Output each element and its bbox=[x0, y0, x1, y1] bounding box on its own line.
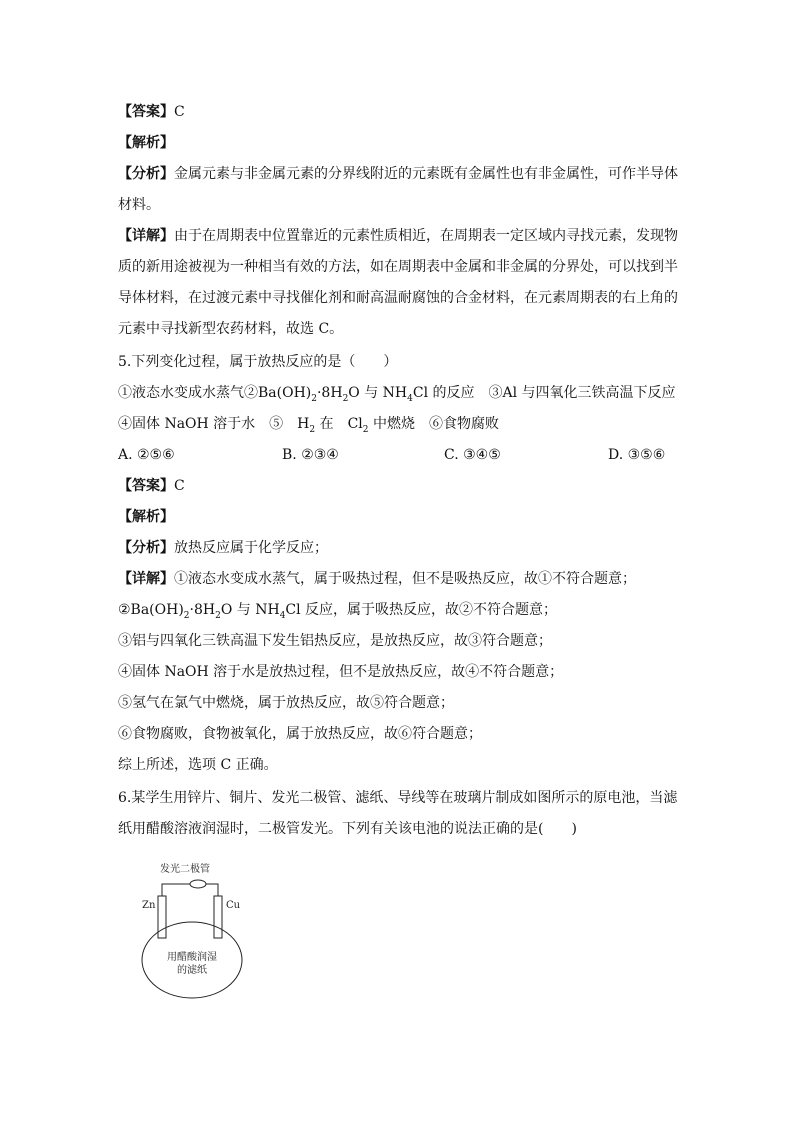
subscript: 2 bbox=[362, 424, 369, 435]
option-c[interactable]: C. ③④⑤ bbox=[444, 447, 501, 463]
fenxi-label: 【分析】 bbox=[118, 540, 174, 556]
q5-xiangjie-line-1 bbox=[118, 569, 688, 589]
q5-xiangjie-line-3: ③铝与四氧化三铁高温下发生铝热反应，是放热反应，故③符合题意； bbox=[118, 633, 552, 649]
text-run: ④固体 NaOH 溶于水 ⑤ H bbox=[118, 416, 310, 432]
paper-label-line-1: 用醋酸润湿 bbox=[167, 952, 217, 963]
q5-answer-line bbox=[118, 476, 688, 496]
fenxi-text: 放热反应属于化学反应； bbox=[174, 540, 328, 556]
text-run: ·8H bbox=[316, 385, 343, 401]
xiangjie-text: ①液态水变成水蒸气，属于吸热过程，但不是吸热反应，故①不符合题意； bbox=[174, 571, 636, 587]
q5-stem: 5.下列变化过程，属于放热反应的是（ ） bbox=[118, 354, 398, 370]
text-run: 在 Cl bbox=[315, 416, 363, 432]
text-run: ·8H bbox=[189, 602, 216, 618]
q5-fenxi-line bbox=[118, 538, 688, 558]
xiangjie-label: 【详解】 bbox=[118, 571, 174, 587]
cu-electrode bbox=[214, 896, 222, 938]
text-run: ①液态水变成水蒸气②Ba(OH) bbox=[118, 385, 312, 401]
text-run: ②Ba(OH) bbox=[118, 602, 184, 618]
subscript: 2 bbox=[309, 424, 316, 435]
q5-xiangjie-line-6: ⑥食物腐败，食物被氧化，属于放热反应，故⑥符合题意； bbox=[118, 726, 482, 742]
subscript: 2 bbox=[311, 393, 317, 404]
text-run: Cl 反应，属于吸热反应，故②不符合题意； bbox=[285, 602, 558, 618]
answer-label: 【答案】 bbox=[118, 104, 174, 120]
q4-fenxi-line-2: 材料。 bbox=[118, 197, 160, 213]
q4-xiangjie-line-4: 元素中寻找新型农药材料，故选 C。 bbox=[118, 321, 344, 337]
q4-analysis-label: 【解析】 bbox=[118, 135, 174, 151]
option-d[interactable]: D. ③⑤⑥ bbox=[608, 447, 666, 463]
subscript: 2 bbox=[183, 610, 190, 621]
answer-value: C bbox=[174, 478, 185, 494]
q5-xiangjie-line-5: ⑤氢气在氯气中燃烧，属于放热反应，故⑤符合题意； bbox=[118, 695, 454, 711]
subscript: 2 bbox=[215, 610, 221, 621]
q5-xiangjie-line-4: ④固体 NaOH 溶于水是放热过程，但不是放热反应，故④不符合题意； bbox=[118, 664, 564, 680]
answer-value: C bbox=[174, 104, 185, 120]
q5-items-line-2 bbox=[118, 414, 688, 434]
fenxi-label: 【分析】 bbox=[118, 166, 174, 182]
q5-summary: 综上所述，选项 C 正确。 bbox=[118, 757, 278, 773]
q6-stem-line-1: 6.某学生用锌片、铜片、发光二极管、滤纸、导线等在玻璃片制成如图所示的原电池，当滤 bbox=[118, 790, 678, 806]
q5-xiangjie-line-2 bbox=[118, 600, 688, 620]
xiangjie-label: 【详解】 bbox=[118, 228, 174, 244]
xiangjie-text: 由于在周期表中位置靠近的元素性质相近，在周期表一定区域内寻找元素，发现物 bbox=[174, 228, 678, 244]
paper-label-line-2: 的滤纸 bbox=[177, 965, 207, 976]
led-icon bbox=[190, 880, 206, 888]
fenxi-text: 金属元素与非金属元素的分界线附近的元素既有金属性也有非金属性，可作半导体 bbox=[174, 166, 678, 182]
led-label: 发光二极管 bbox=[160, 864, 210, 875]
text-run: Cl 的反应 ③Al 与四氧化三铁高温下反应 bbox=[412, 385, 676, 401]
q5-items-line-1 bbox=[118, 383, 688, 403]
q4-xiangjie-line-2: 质的新用途被视为一种相当有效的方法，如在周期表中金属和非金属的分界处，可以找到半 bbox=[118, 259, 678, 275]
q4-fenxi-line-1 bbox=[118, 164, 688, 184]
text-run: 中燃烧 ⑥食物腐败 bbox=[368, 416, 499, 432]
q5-analysis-label: 【解析】 bbox=[118, 509, 174, 525]
subscript: 4 bbox=[279, 610, 286, 621]
cu-label: Cu bbox=[226, 900, 241, 911]
q4-xiangjie-line-3: 导体材料，在过渡元素中寻找催化剂和耐高温耐腐蚀的合金材料，在元素周期表的右上角的 bbox=[118, 290, 678, 306]
subscript: 2 bbox=[342, 393, 349, 404]
option-b[interactable]: B. ②③④ bbox=[282, 447, 339, 463]
q4-answer-line bbox=[118, 102, 688, 122]
q5-options bbox=[118, 445, 688, 465]
option-a[interactable]: A. ②⑤⑥ bbox=[118, 447, 175, 463]
zn-label: Zn bbox=[142, 900, 156, 911]
text-run: O 与 NH bbox=[348, 385, 408, 401]
q6-stem-line-2: 纸用醋酸溶液润湿时，二极管发光。下列有关该电池的说法正确的是( ) bbox=[118, 821, 577, 837]
text-run: O 与 NH bbox=[220, 602, 280, 618]
answer-label: 【答案】 bbox=[118, 478, 174, 494]
subscript: 4 bbox=[407, 393, 413, 404]
q4-xiangjie-line-1 bbox=[118, 226, 688, 246]
galvanic-cell-diagram bbox=[138, 858, 258, 1003]
